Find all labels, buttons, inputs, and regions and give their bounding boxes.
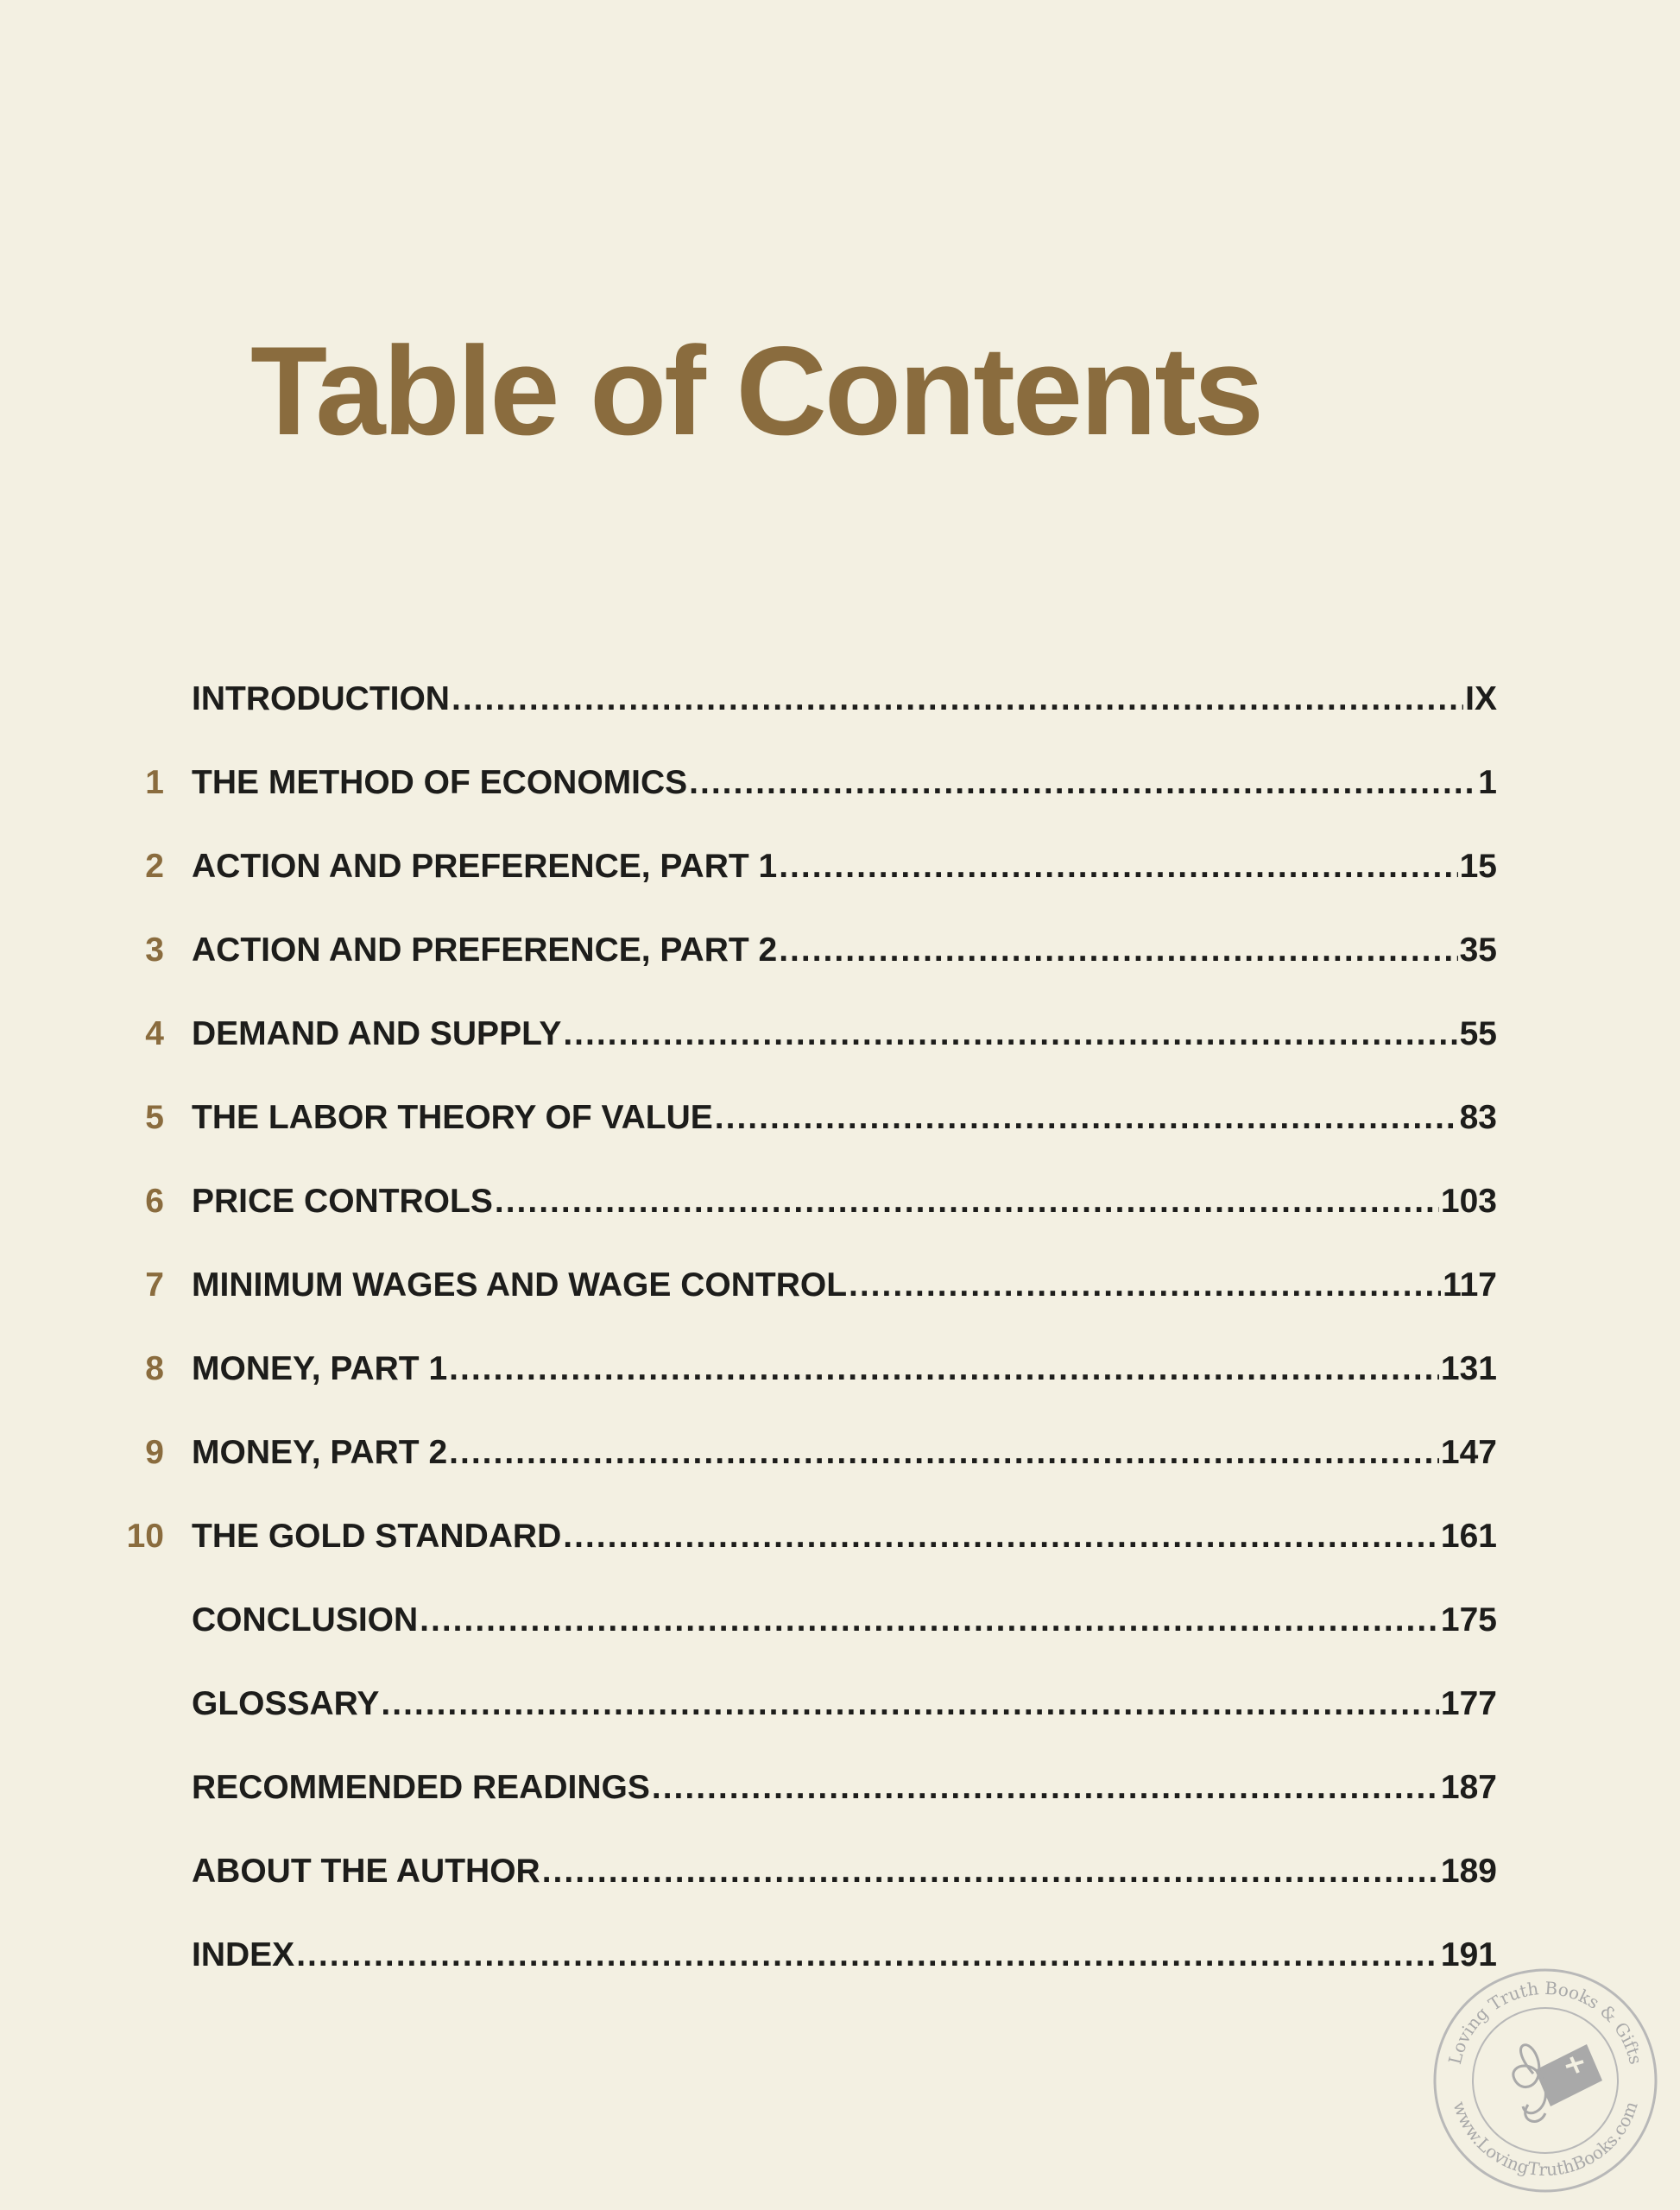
toc-entry-number: 3 bbox=[145, 931, 164, 969]
dot-leader bbox=[652, 1762, 1439, 1814]
dot-leader bbox=[849, 1260, 1441, 1311]
dot-leader bbox=[563, 1008, 1457, 1060]
toc-entry-label: THE GOLD STANDARD bbox=[192, 1518, 562, 1555]
toc-entry-chapter-8[interactable] bbox=[0, 1343, 1680, 1395]
dot-leader bbox=[779, 841, 1457, 893]
toc-entry-label: CONCLUSION bbox=[192, 1601, 419, 1639]
toc-entry-label: INDEX bbox=[192, 1936, 295, 1973]
toc-entry-label: DEMAND AND SUPPLY bbox=[192, 1015, 562, 1052]
toc-entry-line bbox=[192, 1343, 1497, 1395]
toc-entry-number: 2 bbox=[145, 848, 164, 885]
toc-entry-chapter-2[interactable] bbox=[0, 841, 1680, 893]
toc-entry-number: 5 bbox=[145, 1099, 164, 1136]
toc-entry-chapter-7[interactable] bbox=[0, 1260, 1680, 1311]
toc-entry-number: 7 bbox=[145, 1266, 164, 1304]
toc-entry-number: 1 bbox=[145, 764, 164, 801]
dot-leader bbox=[779, 925, 1457, 976]
toc-entry-line bbox=[192, 1511, 1497, 1563]
toc-entry-line bbox=[192, 1427, 1497, 1479]
toc-entry-page: 175 bbox=[1440, 1601, 1497, 1639]
toc-entry-label: THE METHOD OF ECONOMICS bbox=[192, 764, 688, 801]
toc-entry-page: 131 bbox=[1440, 1350, 1497, 1387]
toc-entry-page: 117 bbox=[1443, 1266, 1497, 1304]
toc-entry-label: RECOMMENDED READINGS bbox=[192, 1769, 650, 1806]
toc-entry-line bbox=[192, 757, 1497, 809]
toc-entry-number: 10 bbox=[126, 1518, 164, 1555]
dot-leader bbox=[689, 757, 1476, 809]
dot-leader bbox=[452, 673, 1463, 725]
dot-leader bbox=[381, 1678, 1439, 1730]
toc-entry-label: GLOSSARY bbox=[192, 1685, 380, 1722]
toc-entry-page: 103 bbox=[1440, 1183, 1497, 1220]
book-with-ribbon-icon bbox=[1513, 2044, 1602, 2121]
stamp-text-bottom: www.LovingTruthBooks.com bbox=[1449, 2098, 1642, 2181]
toc-entry-line bbox=[192, 1678, 1497, 1730]
toc-entry-number: 8 bbox=[145, 1350, 164, 1387]
toc-entry-introduction[interactable] bbox=[0, 673, 1680, 725]
dot-leader bbox=[449, 1343, 1439, 1395]
toc-entry-label: PRICE CONTROLS bbox=[192, 1183, 493, 1220]
toc-entry-chapter-4[interactable] bbox=[0, 1008, 1680, 1060]
toc-entry-label: ABOUT THE AUTHOR bbox=[192, 1853, 540, 1890]
toc-entry-page: IX bbox=[1465, 680, 1497, 717]
toc-entry-page: 189 bbox=[1440, 1853, 1497, 1890]
toc-entry-page: 147 bbox=[1440, 1434, 1497, 1471]
toc-entry-label: ACTION AND PREFERENCE, PART 1 bbox=[192, 848, 778, 885]
toc-entry-page: 15 bbox=[1459, 848, 1497, 885]
toc-entry-page: 191 bbox=[1440, 1936, 1497, 1973]
toc-entry-page: 55 bbox=[1459, 1015, 1497, 1052]
toc-entry-chapter-5[interactable] bbox=[0, 1092, 1680, 1144]
page-title: Table of Contents bbox=[250, 320, 1262, 461]
toc-entry-chapter-6[interactable] bbox=[0, 1176, 1680, 1228]
toc-entry-page: 1 bbox=[1478, 764, 1497, 801]
toc-entry-line bbox=[192, 1762, 1497, 1814]
toc-entry-label: THE LABOR THEORY OF VALUE bbox=[192, 1099, 713, 1136]
toc-entry-label: MINIMUM WAGES AND WAGE CONTROL bbox=[192, 1266, 848, 1304]
toc-entry-line bbox=[192, 841, 1497, 893]
dot-leader bbox=[296, 1929, 1439, 1981]
dot-leader bbox=[542, 1846, 1439, 1897]
watermark-stamp bbox=[1424, 1960, 1666, 2201]
dot-leader bbox=[449, 1427, 1439, 1479]
toc-entry-about-the-author[interactable] bbox=[0, 1846, 1680, 1897]
toc-entry-line bbox=[192, 1260, 1497, 1311]
toc-entry-label: MONEY, PART 2 bbox=[192, 1434, 448, 1471]
toc-entry-label: INTRODUCTION bbox=[192, 680, 450, 717]
toc-entry-line bbox=[192, 1594, 1497, 1646]
toc-entry-line bbox=[192, 1176, 1497, 1228]
dot-leader bbox=[420, 1594, 1439, 1646]
toc-entry-line bbox=[192, 1008, 1497, 1060]
toc-entry-number: 6 bbox=[145, 1183, 164, 1220]
toc-entry-page: 83 bbox=[1459, 1099, 1497, 1136]
toc-entry-glossary[interactable] bbox=[0, 1678, 1680, 1730]
dot-leader bbox=[563, 1511, 1439, 1563]
toc-entry-page: 35 bbox=[1459, 931, 1497, 969]
toc-entry-line bbox=[192, 1092, 1497, 1144]
toc-entry-number: 9 bbox=[145, 1434, 164, 1471]
toc-entry-conclusion[interactable] bbox=[0, 1594, 1680, 1646]
toc-entry-recommended-readings[interactable] bbox=[0, 1762, 1680, 1814]
toc-entry-line bbox=[192, 1929, 1497, 1981]
toc-entry-line bbox=[192, 925, 1497, 976]
toc-entry-label: ACTION AND PREFERENCE, PART 2 bbox=[192, 931, 778, 969]
stamp-text-top: Loving Truth Books & Gifts bbox=[1443, 1977, 1647, 2067]
dot-leader bbox=[715, 1092, 1458, 1144]
toc-entry-page: 187 bbox=[1440, 1769, 1497, 1806]
toc-entry-chapter-3[interactable] bbox=[0, 925, 1680, 976]
toc-entry-chapter-1[interactable] bbox=[0, 757, 1680, 809]
toc-entry-line bbox=[192, 673, 1497, 725]
toc-entry-number: 4 bbox=[145, 1015, 164, 1052]
toc-entry-chapter-10[interactable] bbox=[0, 1511, 1680, 1563]
toc-entry-line bbox=[192, 1846, 1497, 1897]
toc-entry-label: MONEY, PART 1 bbox=[192, 1350, 448, 1387]
toc-entry-page: 177 bbox=[1440, 1685, 1497, 1722]
dot-leader bbox=[495, 1176, 1439, 1228]
toc-entry-page: 161 bbox=[1440, 1518, 1497, 1555]
toc-entry-chapter-9[interactable] bbox=[0, 1427, 1680, 1479]
